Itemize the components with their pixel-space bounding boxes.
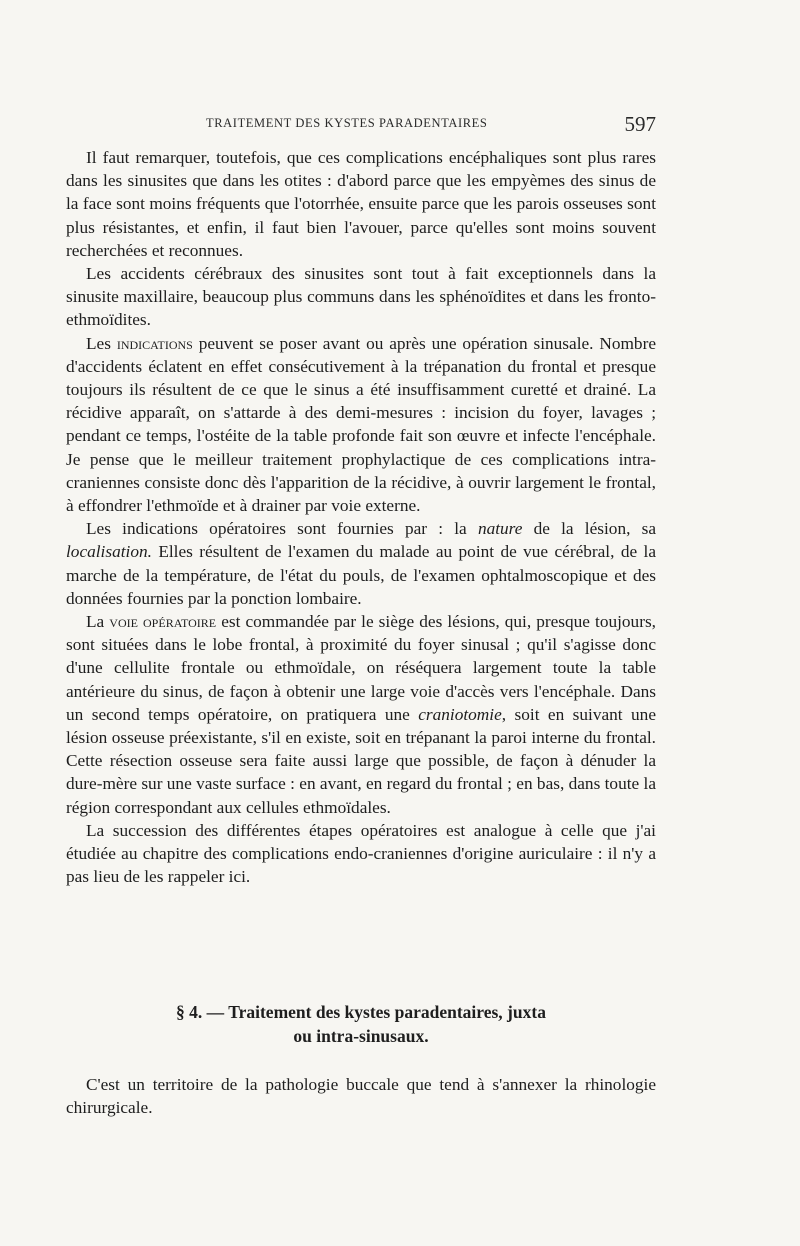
paragraph-4-text-c: Elles résultent de l'examen du malade au point de vue cérébral, de la marche de la température, de l'état du pouls, de l'examen ophtalmoscopique et des données fournies par la ponction lombaire.: [66, 542, 656, 608]
paragraph-4-text-a: Les indications opératoires sont fournies par : la: [86, 519, 478, 539]
paragraph-7: C'est un territoire de la pathologie buccale que tend à s'annexer la rhinologie chirurgicale.: [66, 1075, 656, 1118]
closing-text: [66, 1073, 656, 1119]
paragraph-3-lead: Les: [86, 333, 117, 353]
term-indications: indications: [116, 333, 193, 353]
section-heading: [66, 1000, 656, 1048]
paragraph-2: Les accidents cérébraux des sinusites sont tout à fait exceptionnels dans la sinusite maxillaire, beaucoup plus communs dans les sphénoïdites et dans les fronto-ethmoïdites.: [66, 264, 656, 330]
paragraph-5: [66, 610, 656, 819]
paragraph-5-lead: La: [86, 612, 110, 632]
paragraph-5-text-a: est commandée par le siège des lésions, qui, presque toujours, sont situées dans le lobe frontal, à proximité du foyer sinusal ; qu'il s'agisse donc d'une cellulite frontale ou ethmoïdale, on réséquera largement toute la table antérieure du sinus, de façon à obtenir une large voie d'accès vers l'encéphale. Dans un second temps opératoire, on pratiquera une: [66, 612, 656, 724]
paragraph-5-text-b: , soit en suivant une lésion osseuse préexistante, s'il en existe, soit en trépanant la paroi interne du frontal. Cette résection osseuse sera faite aussi large que possible, de façon à dénuder la dure-mère sur une vaste surface : en avant, en regard du frontal ; en bas, dans toute la région correspondant aux cellules ethmoïdales.: [66, 704, 656, 817]
term-craniotomie: craniotomie: [418, 704, 502, 724]
section-heading-line-2: ou intra-sinusaux.: [293, 1026, 429, 1046]
page-number: 597: [624, 112, 656, 136]
running-title: TRAITEMENT DES KYSTES PARADENTAIRES: [206, 116, 488, 130]
paragraph-1: Il faut remarquer, toutefois, que ces complications encéphaliques sont plus rares dans les sinusites que dans les otites : d'abord parce que les empyèmes des sinus de la face sont moins fréquents que l'otorrhée, ensuite parce que les parois osseuses sont plus résistantes, et enfin, il faut bien l'avouer, parce qu'elles sont moins souvent recherchées et reconnues.: [66, 148, 656, 260]
term-voie-operatoire: voie opératoire: [109, 612, 217, 632]
paragraph-4: [66, 517, 656, 610]
running-head: [66, 112, 656, 138]
paragraph-4-text-b: de la lésion, sa: [522, 519, 656, 539]
term-nature: nature: [477, 519, 523, 539]
paragraph-6: La succession des différentes étapes opératoires est analogue à celle que j'ai étudiée au chapitre des complications endo-craniennes d'origine auriculaire : il n'y a pas lieu de les rappeler ici.: [66, 820, 656, 887]
term-localisation: localisation.: [66, 542, 152, 562]
section-heading-line-1: § 4. — Traitement des kystes paradentaires, juxta: [176, 1002, 546, 1022]
body-text: [66, 146, 656, 889]
paragraph-3-text: peuvent se poser avant ou après une opération sinusale. Nombre d'accidents éclatent en effet consécutivement à la trépanation du frontal et presque toujours ils résultent de ce que le sinus a été insuffisamment curetté et drainé. La récidive apparaît, on s'attarde à des demi-mesures : incision du foyer, lavages ; pendant ce temps, l'ostéite de la table profonde fait son œuvre et infecte l'encéphale. Je pense que le meilleur traitement prophylactique de ces complications intra-craniennes consiste donc dès l'apparition de la récidive, à ouvrir largement le frontal, à effondrer l'ethmoïde et à drainer par voie externe.: [66, 333, 656, 516]
paragraph-3: [66, 332, 656, 518]
